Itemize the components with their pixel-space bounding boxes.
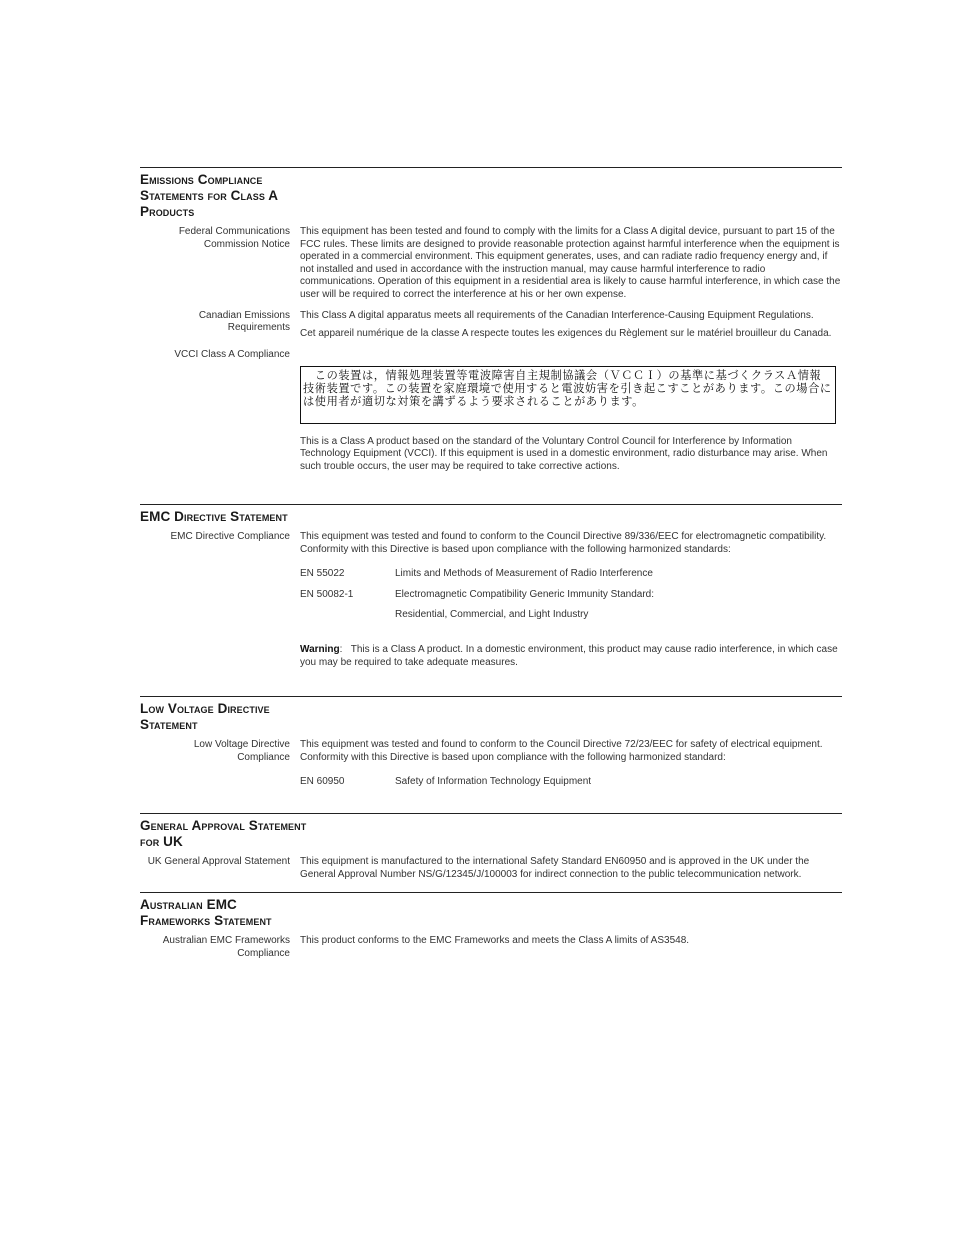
row-body: [300, 856, 842, 887]
row-body: [300, 349, 842, 480]
standard-row: [300, 776, 842, 789]
paragraph: This equipment was tested and found to conform to the Council Directive 89/336/EEC for electromagnetic compatibility. Conformity with this Directive is based upon compliance with the following harmonized standards:: [300, 531, 827, 555]
row-label: Federal Communications Commission Notice: [178, 226, 290, 250]
standard-row: [300, 568, 842, 581]
section-emissions: [140, 167, 842, 504]
standard-row: [300, 609, 842, 622]
warning-text: This is a Class A product. In a domestic environment, this product may cause radio interference, in which case you may be required to take adequate measures.: [300, 643, 838, 668]
row-uk: [140, 856, 842, 887]
section-title: General Approval Statement for UK: [140, 818, 307, 849]
row-body: [300, 226, 842, 308]
row-body: [300, 531, 842, 675]
paragraph: This is a Class A product based on the standard of the Voluntary Control Council for Interference by Information Technology Equipment (VCCI). If this equipment is used in a domestic environment, radio disturbance may arise. When such trouble occurs, the user may be required to take corrective actions.: [300, 435, 828, 472]
paragraph: This Class A digital apparatus meets all requirements of the Canadian Interference-Causing Equipment Regulations.: [300, 309, 814, 321]
row-label: Australian EMC Frameworks Compliance: [162, 935, 290, 959]
row-label: UK General Approval Statement: [147, 856, 290, 867]
paragraph: This equipment was tested and found to conform to the Council Directive 72/23/EEC for safety of electrical equipment. Conformity with this Directive is based upon compliance with the following harmonized standard:: [300, 739, 823, 763]
row-canadian: [140, 310, 842, 347]
warning-note: Warning: This is a Class A product. In a domestic environment, this product may cause radio interference, in which case you may be required to take adequate measures.: [300, 643, 838, 668]
standard-code: EN 55022: [300, 568, 345, 580]
section-uk-approval: [140, 813, 842, 892]
paragraph: This product conforms to the EMC Frameworks and meets the Class A limits of AS3548.: [300, 935, 690, 946]
standard-desc: Limits and Methods of Measurement of Radio Interference: [395, 568, 653, 580]
paragraph: Cet appareil numérique de la classe A respecte toutes les exigences du Règlement sur le matériel brouilleur du Canada.: [300, 328, 832, 340]
standard-code: EN 50082-1: [300, 588, 354, 600]
row-body: [300, 310, 842, 347]
paragraph: This equipment has been tested and found to comply with the limits for a Class A digital device, pursuant to part 15 of the FCC rules. These limits are designed to provide reasonable protection against harmful interference when the equipment is operated in a commercial environment. This equipment generates, uses, and can radiate radio frequency energy and, if not installed and used in accordance with the instruction manual, may cause harmful interference to radio communications. Operation of this equipment in a residential area is likely to cause harmful interference, in which case the user will be required to correct the interference at his or her own expense.: [300, 226, 841, 300]
standard-code: [300, 609, 395, 622]
row-label: Low Voltage Directive Compliance: [193, 739, 290, 763]
section-title: EMC Directive Statement: [140, 509, 288, 524]
row-label: EMC Directive Compliance: [170, 531, 290, 542]
section-title: Emissions Compliance Statements for Class A Products: [140, 172, 278, 219]
standard-desc: Residential, Commercial, and Light Industry: [395, 609, 589, 621]
warning-label: Warning: [300, 643, 340, 655]
standard-desc: Electromagnetic Compatibility Generic Immunity Standard:: [395, 588, 654, 600]
section-title: Australian EMC Frameworks Statement: [140, 897, 272, 928]
standard-desc: Safety of Information Technology Equipment: [395, 776, 592, 788]
section-low-voltage: [140, 696, 842, 813]
document-page: [140, 167, 842, 977]
section-emc-directive: [140, 504, 842, 696]
row-body: [300, 739, 842, 797]
vcci-japanese-notice: この装置は，情報処理装置等電波障害自主規制協議会（ＶＣＣＩ）の基準に基づくクラスＡ情報技術装置です。この装置を家庭環境で使用すると電波妨害を引き起こすことがあります。この場合には使用者が適切な対策を講ずるよう要求されることがあります。: [300, 366, 836, 424]
row-label: Canadian Emissions Requirements: [198, 309, 290, 334]
row-emc-compliance: [140, 531, 842, 675]
standard-code: EN 60950: [300, 776, 345, 788]
section-title: Low Voltage Directive Statement: [140, 701, 270, 732]
section-australian-emc: [140, 892, 842, 977]
row-vcci: [140, 349, 842, 480]
row-lv-compliance: [140, 739, 842, 797]
standard-row: [300, 589, 842, 602]
row-label: VCCI Class A Compliance: [174, 348, 290, 360]
row-body: [300, 935, 842, 960]
paragraph: This equipment is manufactured to the international Safety Standard EN60950 and is approved in the UK under the General Approval Number NS/G/12345/J/100003 for indirect connection to the public telecommunication network.: [300, 856, 810, 880]
row-australian: [140, 935, 842, 960]
row-fcc: [140, 226, 842, 308]
